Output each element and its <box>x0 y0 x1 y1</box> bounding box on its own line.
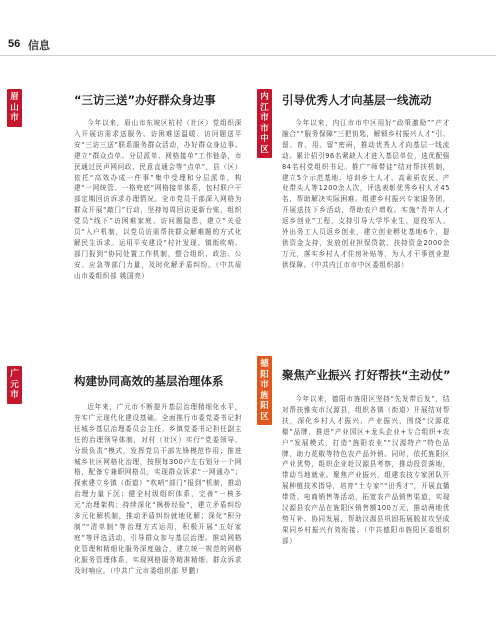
article-body-guangyuan: 近年来，广元市不断提升基层治理精细化水平，夯实广元现代化建设基础。全面推行市委党委书记担任城乡基层治理委员会主任、乡镇党委书记担任副主任的治理领导体制，对村（社区）实行“党委领导、分级负责”模式，发挥党员干部先锋模范作用；推进城乡社区网格化治理，按照每300户左右划分一个网格，配备专兼职网格员，实现群众诉求“一网通办”；探索建立乡镇（街道）“吹哨”部门“报到”机制，推动治理力量下沉；健全村级组织体系，完善“一核多元”治理架构；持续深化“枫桥经验”，建立矛盾纠纷多元化解机制，推动矛盾纠纷就地化解；深化“积分制”“清单制”等治理方式运用，积极开展“五好家庭”等评选活动，引导群众参与基层治理。推动网格化管理和精细化服务深度融合，建立统一规范的网格化服务管理体系，实现网格服务精准精细、群众诉求及时响应。（中共广元市委组织部 罗鹏） <box>74 403 242 575</box>
article-body-meishan: 今年以来，眉山市东坡区杭村（社区）党组织深入开展访需求送服务、访困难送温暖、访问题送平安“三访三送”联系服务群众活动，办好群众身边事。建立“群众点单、分层派单、网格接单”工作链条，市民通过民声网问政、民意直通会等“点单”，县（区）依托“高效办成一件事”集中受理和分层派单，构建“一网统管、一格兜底”网格接单体系，包村联户干部定期回访诉求办理情况。全市党员干部深入网格为群众开展“敲门”行动，坚持每周回访更新台账，组织党员“线下”访困难家庭、访问题隐患，建立“关爱员”入户机制，以党员访需帮扶群众解难题的方式化解民生诉求。运用平安建设“村社发现、镇街吹哨、部门报到”协同处置工作机制，整合组织、政法、公安、应急等部门力量，及时化解矛盾纠纷。（中共眉山市委组织部 姚国亮） <box>74 119 242 280</box>
article-title-guangyuan: 构建协同高效的基层治理体系 <box>74 374 224 388</box>
page-header <box>0 0 496 62</box>
article-body-neijiang-shizhong: 今年以来，内江市市中区用好“政策激励”“产才融合”“服务保障”三把钥匙，解锁乡村振兴人才“引、留、育、用、留”密码，推动优秀人才向基层一线流动。累计招引96名紧缺人才进入基层单位，选优配强84名村党组织书记。推广“师带徒”结对帮扶机制，建立5个示范基地、培训乡土人才、高素质农民、产业带头人等1200余人次，评选表彰优秀乡村人才45名，帮助解决实际困难。组建乡村振兴专家服务团，开展送技下乡活动，帮助农户增收。实施“青年人才返乡创业”工程，支持引导大学毕业生、退役军人、外出务工人员返乡创业，建立创业孵化基地6个，提供资金支持，发放创业担保贷款、扶持资金2000余万元，落实乡村人才住房补贴等，为人才干事创业提供保障。（中共内江市市中区委组织部） <box>282 119 450 269</box>
region-tag-meishan: 眉山市 <box>7 89 22 127</box>
header-divider <box>0 55 496 56</box>
article-title-meishan: “三访三送”办好群众身边事 <box>74 93 216 107</box>
section-title: 信息 <box>28 39 50 52</box>
article-title-neijiang-shizhong: 引导优秀人才向基层一线流动 <box>282 93 432 107</box>
page-number: 56 <box>8 38 21 50</box>
region-tag-guangyuan: 广元市 <box>7 366 22 404</box>
region-tag-deyang-jingyang: 德阳市旌阳区 <box>257 356 272 425</box>
article-title-deyang-jingyang: 聚焦产业振兴 打好帮扶“主动仗” <box>282 368 451 382</box>
region-tag-neijiang-shizhong: 内江市市中区 <box>257 89 272 158</box>
article-body-deyang-jingyang: 今年以来，德阳市旌阳区坚持“先发带后发”，结对帮扶雅安市汉源县，组织各镇（街道）开展结对帮扶，深化乡村人才振兴、产业振兴，围绕“汉源花椒”品牌，推进“产业园区+龙头企业+专合组织+农户”发展模式，打造“旌阳农业”“汉源特产”特色品牌，助力花椒等特色农产品外销。同时，依托旌阳区产业优势，组织企业赴汉源县考察，推动投资落地，带动当地就业。聚焦产业振兴，组建农技专家团队开展种植技术指导，培育“土专家”“田秀才”，开展直播带货、电商销售等活动，拓宽农产品销售渠道，实现汉源县农产品在旌阳区销售额100万元，推动两地优势互补、协同发展，帮助汉源县巩固拓展脱贫攻坚成果同乡村振兴有效衔接。（中共德阳市旌阳区委组织部） <box>282 395 450 545</box>
